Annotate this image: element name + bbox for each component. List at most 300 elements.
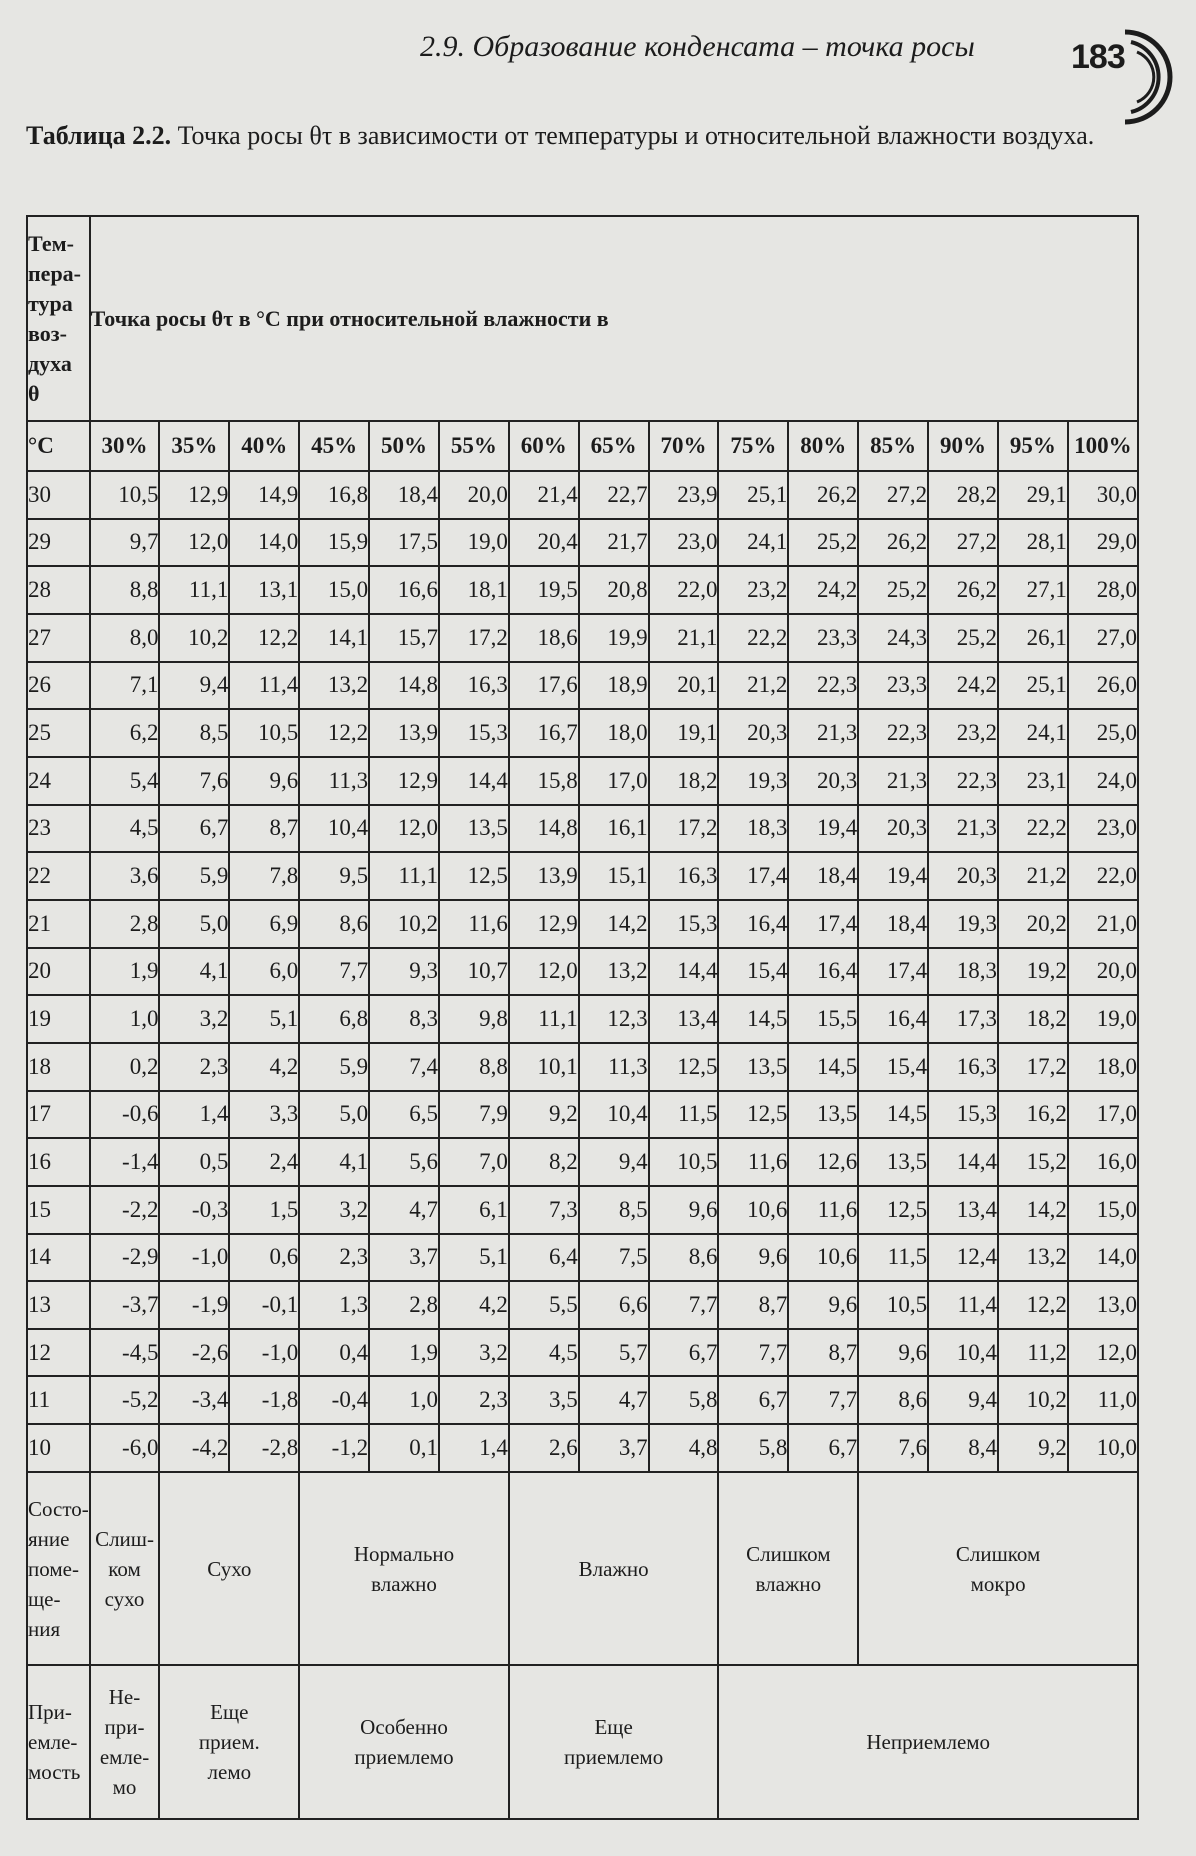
dew-point-cell: 11,6 <box>788 1186 858 1234</box>
dew-point-cell: 16,4 <box>858 995 928 1043</box>
air-temperature-cell: 20 <box>27 948 90 996</box>
dew-point-cell: 27,2 <box>858 471 928 519</box>
dew-point-cell: 6,0 <box>229 948 299 996</box>
dew-point-cell: 24,3 <box>858 614 928 662</box>
dew-point-cell: 16,8 <box>299 471 369 519</box>
dew-point-cell: 10,4 <box>928 1329 998 1377</box>
table-row <box>27 1091 1138 1139</box>
air-temperature-cell: 25 <box>27 709 90 757</box>
dew-point-cell: 17,4 <box>788 900 858 948</box>
acceptability-cell <box>509 1665 719 1819</box>
dew-point-cell: 7,7 <box>299 948 369 996</box>
dew-point-cell: 13,2 <box>299 662 369 710</box>
dew-point-cell: 8,6 <box>299 900 369 948</box>
page-number-badge <box>1065 22 1175 132</box>
dew-point-cell: 18,6 <box>509 614 579 662</box>
dew-point-cell: 23,9 <box>649 471 719 519</box>
room-state-cell <box>718 1472 858 1665</box>
dew-point-cell: 1,3 <box>299 1281 369 1329</box>
acceptability-text: Еще <box>210 1700 249 1725</box>
table-row <box>27 852 1138 900</box>
table-row <box>27 519 1138 567</box>
dew-point-cell: 9,7 <box>90 519 160 567</box>
dew-point-table <box>26 215 1139 1820</box>
dew-point-cell: 27,0 <box>1068 614 1138 662</box>
table-row <box>27 1234 1138 1282</box>
dew-point-cell: 14,4 <box>439 757 509 805</box>
humidity-column-header: 30% <box>90 421 160 471</box>
dew-point-cell: 13,4 <box>928 1186 998 1234</box>
table-row <box>27 1186 1138 1234</box>
dew-point-cell: -1,0 <box>159 1234 229 1282</box>
dew-point-cell: 25,1 <box>718 471 788 519</box>
dew-point-cell: 20,8 <box>579 566 649 614</box>
room-state-label-line: ния <box>28 1616 61 1641</box>
dew-point-cell: 5,8 <box>718 1424 788 1472</box>
dew-point-cell: 4,7 <box>579 1376 649 1424</box>
dew-point-cell: 14,4 <box>928 1138 998 1186</box>
acceptability-text: емле- <box>99 1745 150 1770</box>
dew-point-cell: 9,6 <box>649 1186 719 1234</box>
dew-point-cell: 3,3 <box>229 1091 299 1139</box>
dew-point-cell: 24,0 <box>1068 757 1138 805</box>
dew-point-cell: 19,3 <box>718 757 788 805</box>
dew-point-cell: 14,8 <box>509 805 579 853</box>
room-state-cell <box>90 1472 160 1665</box>
dew-point-cell: 19,0 <box>439 519 509 567</box>
dew-point-cell: 11,1 <box>509 995 579 1043</box>
dew-point-cell: 14,1 <box>299 614 369 662</box>
dew-point-cell: 17,5 <box>369 519 439 567</box>
dew-point-cell: 19,1 <box>649 709 719 757</box>
dew-point-cell: 22,0 <box>649 566 719 614</box>
room-state-text: Сухо <box>207 1556 252 1581</box>
dew-point-cell: -3,4 <box>159 1376 229 1424</box>
acceptability-text: при- <box>104 1715 145 1740</box>
room-state-text: Слишком <box>746 1541 831 1566</box>
room-state-text: сухо <box>104 1586 145 1611</box>
dew-point-cell: 7,1 <box>90 662 160 710</box>
dew-point-cell: 21,3 <box>788 709 858 757</box>
dew-point-cell: 19,9 <box>579 614 649 662</box>
running-title: 2.9. Образование конденсата – точка росы <box>420 30 975 63</box>
dew-point-cell: 0,5 <box>159 1138 229 1186</box>
dew-point-cell: 20,0 <box>1068 948 1138 996</box>
air-temperature-cell: 30 <box>27 471 90 519</box>
dew-point-cell: 10,5 <box>858 1281 928 1329</box>
dew-point-cell: 7,8 <box>229 852 299 900</box>
dew-point-cell: -6,0 <box>90 1424 160 1472</box>
air-temperature-cell: 21 <box>27 900 90 948</box>
dew-point-cell: 19,0 <box>1068 995 1138 1043</box>
dew-point-cell: 1,0 <box>90 995 160 1043</box>
dew-point-cell: 1,0 <box>369 1376 439 1424</box>
dew-point-cell: 7,0 <box>439 1138 509 1186</box>
dew-point-cell: 20,3 <box>858 805 928 853</box>
dew-point-cell: 12,9 <box>509 900 579 948</box>
temperature-unit: °C <box>27 421 90 471</box>
dew-point-cell: 4,2 <box>229 1043 299 1091</box>
dew-point-cell: 15,1 <box>579 852 649 900</box>
dew-point-cell: 6,6 <box>579 1281 649 1329</box>
temperature-header-line: духа <box>28 350 72 376</box>
dew-point-cell: 11,3 <box>579 1043 649 1091</box>
humidity-column-header: 45% <box>299 421 369 471</box>
table-row <box>27 614 1138 662</box>
temperature-header <box>27 216 90 421</box>
dew-point-cell: 21,2 <box>998 852 1068 900</box>
dew-point-cell: 17,2 <box>649 805 719 853</box>
dew-point-cell: 14,5 <box>788 1043 858 1091</box>
table-row <box>27 900 1138 948</box>
dew-point-cell: 25,1 <box>998 662 1068 710</box>
dew-point-cell: 9,6 <box>788 1281 858 1329</box>
dew-point-cell: 14,5 <box>718 995 788 1043</box>
dew-point-cell: 2,4 <box>229 1138 299 1186</box>
dew-point-cell: 3,5 <box>509 1376 579 1424</box>
dew-point-cell: 22,3 <box>788 662 858 710</box>
dew-point-cell: 25,2 <box>928 614 998 662</box>
dew-point-cell: 4,5 <box>509 1329 579 1377</box>
dew-point-cell: 4,5 <box>90 805 160 853</box>
dew-point-cell: 12,3 <box>579 995 649 1043</box>
dew-point-cell: 5,8 <box>649 1376 719 1424</box>
dew-point-cell: 11,1 <box>369 852 439 900</box>
dew-point-cell: 24,1 <box>718 519 788 567</box>
dew-point-cell: 16,4 <box>788 948 858 996</box>
dew-point-cell: 22,2 <box>718 614 788 662</box>
dew-point-cell: 2,3 <box>299 1234 369 1282</box>
room-state-text: Нормально <box>353 1541 455 1566</box>
humidity-column-header: 55% <box>439 421 509 471</box>
room-state-cell <box>509 1472 719 1665</box>
dew-point-cell: 6,9 <box>229 900 299 948</box>
dew-point-cell: 14,2 <box>579 900 649 948</box>
dew-point-cell: 12,5 <box>649 1043 719 1091</box>
dew-point-cell: 11,6 <box>439 900 509 948</box>
room-state-label <box>27 1472 90 1665</box>
dew-point-cell: 26,0 <box>1068 662 1138 710</box>
air-temperature-cell: 15 <box>27 1186 90 1234</box>
dew-point-cell: 8,0 <box>90 614 160 662</box>
humidity-column-header: 50% <box>369 421 439 471</box>
dew-point-cell: 8,4 <box>928 1424 998 1472</box>
dew-point-cell: 13,9 <box>509 852 579 900</box>
dew-point-cell: -1,4 <box>90 1138 160 1186</box>
dew-point-cell: 12,0 <box>369 805 439 853</box>
dew-point-cell: 13,2 <box>998 1234 1068 1282</box>
dew-point-cell: 10,5 <box>90 471 160 519</box>
dew-point-cell: 2,8 <box>369 1281 439 1329</box>
dew-point-cell: 5,5 <box>509 1281 579 1329</box>
table-row <box>27 566 1138 614</box>
dew-point-cell: 21,3 <box>928 805 998 853</box>
dew-point-cell: 23,2 <box>718 566 788 614</box>
dew-point-cell: 24,2 <box>788 566 858 614</box>
dew-point-cell: 8,7 <box>788 1329 858 1377</box>
dew-point-cell: 14,2 <box>998 1186 1068 1234</box>
dew-point-cell: 10,5 <box>649 1138 719 1186</box>
dew-point-cell: 18,0 <box>579 709 649 757</box>
acceptability-label <box>27 1665 90 1819</box>
humidity-column-header: 75% <box>718 421 788 471</box>
dew-point-cell: 23,0 <box>1068 805 1138 853</box>
dew-point-cell: 30,0 <box>1068 471 1138 519</box>
air-temperature-cell: 18 <box>27 1043 90 1091</box>
humidity-column-header: 90% <box>928 421 998 471</box>
room-state-cell <box>858 1472 1138 1665</box>
acceptability-text: приемлемо <box>354 1745 454 1770</box>
room-state-text: Слиш- <box>95 1526 154 1551</box>
dew-point-cell: 12,2 <box>998 1281 1068 1329</box>
dew-point-cell: 3,6 <box>90 852 160 900</box>
dew-point-cell: 28,0 <box>1068 566 1138 614</box>
dew-point-cell: 12,5 <box>718 1091 788 1139</box>
dew-point-cell: 17,3 <box>928 995 998 1043</box>
dew-point-cell: -1,2 <box>299 1424 369 1472</box>
dew-point-cell: 12,0 <box>159 519 229 567</box>
dew-point-cell: 6,7 <box>718 1376 788 1424</box>
air-temperature-cell: 19 <box>27 995 90 1043</box>
dew-point-cell: 9,2 <box>998 1424 1068 1472</box>
dew-point-cell: 10,2 <box>998 1376 1068 1424</box>
dew-point-cell: 11,2 <box>998 1329 1068 1377</box>
dew-point-cell: 12,2 <box>229 614 299 662</box>
dew-point-cell: -2,8 <box>229 1424 299 1472</box>
dew-point-cell: 5,9 <box>159 852 229 900</box>
dew-point-cell: 8,7 <box>718 1281 788 1329</box>
dew-point-cell: -0,3 <box>159 1186 229 1234</box>
dew-point-cell: -1,0 <box>229 1329 299 1377</box>
dew-point-cell: 6,8 <box>299 995 369 1043</box>
dew-point-cell: 2,3 <box>159 1043 229 1091</box>
dew-point-cell: 20,2 <box>998 900 1068 948</box>
dew-point-cell: 15,9 <box>299 519 369 567</box>
acceptability-text: прием. <box>198 1730 260 1755</box>
dew-point-cell: 13,2 <box>579 948 649 996</box>
acceptability-label-line: При- <box>28 1700 72 1725</box>
dew-point-cell: 18,3 <box>718 805 788 853</box>
dew-point-cell: -4,2 <box>159 1424 229 1472</box>
humidity-header: Точка росы θτ в °C при относительной влажности в <box>90 216 1138 421</box>
dew-point-cell: 0,4 <box>299 1329 369 1377</box>
room-state-text: влажно <box>371 1571 437 1596</box>
dew-point-cell: 10,5 <box>229 709 299 757</box>
dew-point-cell: -0,1 <box>229 1281 299 1329</box>
dew-point-cell: 7,6 <box>159 757 229 805</box>
dew-point-cell: 11,4 <box>928 1281 998 1329</box>
dew-point-cell: 15,0 <box>1068 1186 1138 1234</box>
dew-point-cell: 12,9 <box>369 757 439 805</box>
humidity-column-header: 70% <box>649 421 719 471</box>
dew-point-cell: 29,0 <box>1068 519 1138 567</box>
dew-point-cell: 22,7 <box>579 471 649 519</box>
dew-point-cell: 15,8 <box>509 757 579 805</box>
dew-point-cell: 16,0 <box>1068 1138 1138 1186</box>
dew-point-cell: -3,7 <box>90 1281 160 1329</box>
dew-point-cell: 20,3 <box>718 709 788 757</box>
dew-point-cell: 6,7 <box>788 1424 858 1472</box>
dew-point-cell: 7,7 <box>788 1376 858 1424</box>
dew-point-cell: 10,2 <box>159 614 229 662</box>
dew-point-cell: 22,3 <box>928 757 998 805</box>
dew-point-cell: 10,1 <box>509 1043 579 1091</box>
dew-point-cell: 13,0 <box>1068 1281 1138 1329</box>
dew-point-cell: 13,5 <box>788 1091 858 1139</box>
table-row <box>27 1424 1138 1472</box>
dew-point-cell: 9,6 <box>858 1329 928 1377</box>
table-row <box>27 1281 1138 1329</box>
temperature-header-line: Тем- <box>28 230 74 256</box>
dew-point-cell: 18,4 <box>788 852 858 900</box>
humidity-column-header: 95% <box>998 421 1068 471</box>
dew-point-cell: 9,6 <box>229 757 299 805</box>
dew-point-cell: 8,8 <box>90 566 160 614</box>
dew-point-cell: 7,7 <box>649 1281 719 1329</box>
dew-point-cell: 17,0 <box>579 757 649 805</box>
dew-point-cell: 12,5 <box>439 852 509 900</box>
air-temperature-cell: 28 <box>27 566 90 614</box>
humidity-column-header: 65% <box>579 421 649 471</box>
dew-point-cell: 11,6 <box>718 1138 788 1186</box>
dew-point-cell: 18,1 <box>439 566 509 614</box>
dew-point-cell: 10,7 <box>439 948 509 996</box>
dew-point-cell: 12,2 <box>299 709 369 757</box>
dew-point-cell: -4,5 <box>90 1329 160 1377</box>
dew-point-cell: 9,3 <box>369 948 439 996</box>
acceptability-cell <box>299 1665 509 1819</box>
dew-point-cell: 18,3 <box>928 948 998 996</box>
page-number: 183 <box>1071 38 1125 76</box>
air-temperature-cell: 14 <box>27 1234 90 1282</box>
dew-point-cell: 15,4 <box>718 948 788 996</box>
dew-point-cell: 12,6 <box>788 1138 858 1186</box>
dew-point-cell: -2,6 <box>159 1329 229 1377</box>
dew-point-cell: 16,2 <box>998 1091 1068 1139</box>
room-state-text: Слишком <box>955 1541 1041 1566</box>
dew-point-cell: 23,2 <box>928 709 998 757</box>
dew-point-cell: 21,0 <box>1068 900 1138 948</box>
dew-point-cell: 15,5 <box>788 995 858 1043</box>
dew-point-cell: 29,1 <box>998 471 1068 519</box>
dew-point-cell: 12,0 <box>1068 1329 1138 1377</box>
dew-point-cell: 9,4 <box>928 1376 998 1424</box>
dew-point-cell: 18,0 <box>1068 1043 1138 1091</box>
temperature-header-lines <box>28 229 89 409</box>
dew-point-cell: 5,0 <box>299 1091 369 1139</box>
dew-point-cell: 27,1 <box>998 566 1068 614</box>
dew-point-cell: 7,3 <box>509 1186 579 1234</box>
dew-point-cell: 15,0 <box>299 566 369 614</box>
dew-point-cell: 21,3 <box>858 757 928 805</box>
dew-point-cell: 15,2 <box>998 1138 1068 1186</box>
dew-point-cell: 13,1 <box>229 566 299 614</box>
dew-point-cell: 19,4 <box>788 805 858 853</box>
dew-point-cell: 19,2 <box>998 948 1068 996</box>
dew-point-cell: 10,4 <box>299 805 369 853</box>
humidity-column-header: 100% <box>1068 421 1138 471</box>
dew-point-cell: 8,5 <box>579 1186 649 1234</box>
dew-point-cell: 16,3 <box>928 1043 998 1091</box>
dew-point-cell: -5,2 <box>90 1376 160 1424</box>
dew-point-cell: 23,3 <box>858 662 928 710</box>
dew-point-cell: 26,2 <box>858 519 928 567</box>
air-temperature-cell: 24 <box>27 757 90 805</box>
dew-point-cell: 19,5 <box>509 566 579 614</box>
dew-point-cell: 8,6 <box>649 1234 719 1282</box>
dew-point-cell: 7,5 <box>579 1234 649 1282</box>
dew-point-cell: 8,8 <box>439 1043 509 1091</box>
dew-point-cell: 8,2 <box>509 1138 579 1186</box>
dew-point-cell: 14,9 <box>229 471 299 519</box>
dew-point-cell: 7,7 <box>718 1329 788 1377</box>
table-row <box>27 471 1138 519</box>
humidity-column-header: 80% <box>788 421 858 471</box>
dew-point-cell: 6,4 <box>509 1234 579 1282</box>
acceptability-label-line: емле- <box>28 1730 78 1755</box>
dew-point-cell: 13,5 <box>718 1043 788 1091</box>
dew-point-cell: 12,5 <box>858 1186 928 1234</box>
dew-point-cell: 1,5 <box>229 1186 299 1234</box>
temperature-header-line: θ <box>28 380 40 406</box>
dew-point-cell: 17,0 <box>1068 1091 1138 1139</box>
dew-point-cell: 14,5 <box>858 1091 928 1139</box>
acceptability-cell <box>718 1665 1138 1819</box>
air-temperature-cell: 29 <box>27 519 90 567</box>
dew-point-cell: 6,5 <box>369 1091 439 1139</box>
room-state-label-line: яние <box>28 1526 70 1551</box>
dew-point-cell: 4,1 <box>299 1138 369 1186</box>
temperature-header-line: воз- <box>28 320 67 346</box>
dew-point-cell: 21,4 <box>509 471 579 519</box>
dew-point-cell: 27,2 <box>928 519 998 567</box>
dew-point-cell: 14,4 <box>649 948 719 996</box>
dew-point-cell: 6,2 <box>90 709 160 757</box>
humidity-column-header: 85% <box>858 421 928 471</box>
dew-point-cell: 9,2 <box>509 1091 579 1139</box>
dew-point-cell: 25,0 <box>1068 709 1138 757</box>
dew-point-cell: 20,1 <box>649 662 719 710</box>
acceptability-text: лемо <box>207 1760 252 1785</box>
dew-point-cell: 8,6 <box>858 1376 928 1424</box>
dew-point-cell: 11,5 <box>858 1234 928 1282</box>
table-row <box>27 1138 1138 1186</box>
table-row <box>27 1376 1138 1424</box>
dew-point-cell: 8,7 <box>229 805 299 853</box>
room-state-label-line: Состо- <box>28 1496 89 1521</box>
table-row <box>27 995 1138 1043</box>
dew-point-cell: -1,8 <box>229 1376 299 1424</box>
dew-point-cell: 10,4 <box>579 1091 649 1139</box>
room-state-row <box>27 1472 1138 1665</box>
dew-point-cell: 2,6 <box>509 1424 579 1472</box>
dew-point-cell: 9,8 <box>439 995 509 1043</box>
dew-point-cell: 16,4 <box>718 900 788 948</box>
dew-point-cell: 6,7 <box>159 805 229 853</box>
dew-point-cell: 2,3 <box>439 1376 509 1424</box>
dew-point-cell: 18,2 <box>649 757 719 805</box>
dew-point-cell: 13,4 <box>649 995 719 1043</box>
dew-point-cell: 19,4 <box>858 852 928 900</box>
dew-point-cell: 7,4 <box>369 1043 439 1091</box>
dew-point-cell: 23,0 <box>649 519 719 567</box>
dew-point-cell: 7,6 <box>858 1424 928 1472</box>
dew-point-cell: 21,7 <box>579 519 649 567</box>
dew-point-cell: 3,7 <box>369 1234 439 1282</box>
dew-point-cell: 16,3 <box>649 852 719 900</box>
humidity-column-header: 40% <box>229 421 299 471</box>
dew-point-cell: 5,7 <box>579 1329 649 1377</box>
